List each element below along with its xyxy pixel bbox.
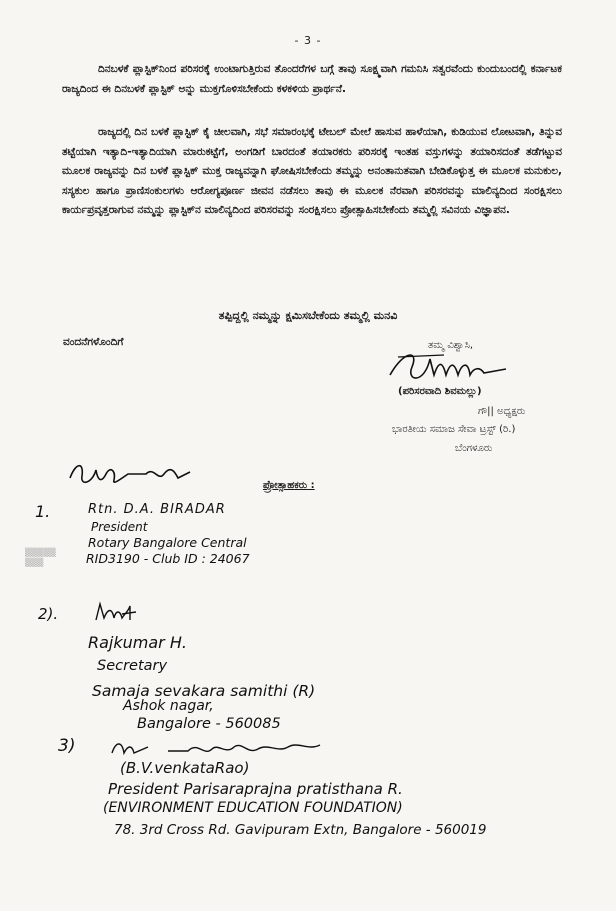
supporter-3-number: 3) xyxy=(58,736,76,756)
supporter-1-organization: Rotary Bangalore Central xyxy=(88,535,247,550)
supporter-3-address: 78. 3rd Cross Rd. Gavipuram Extn, Bangalore - 560019 xyxy=(114,822,487,838)
signatory-title: ಗೌ|| ಅಧ್ಯಕ್ಷರು xyxy=(478,406,526,417)
signatory-name: (ಪರಿಸರವಾದಿ ಶಿವಮಲ್ಲು) xyxy=(398,386,482,397)
yours-faithfully: ತಮ್ಮ ವಿಶ್ವಾಸಿ, xyxy=(428,340,474,351)
supporter-3-organization: (ENVIRONMENT EDUCATION FOUNDATION) xyxy=(103,800,403,816)
handwritten-signature-supporter xyxy=(66,456,196,494)
supporter-1-name: Rtn. D.A. BIRADAR xyxy=(88,502,226,517)
supporter-2-address-line-1: Ashok nagar, xyxy=(123,698,214,714)
supporter-3-name: (B.V.venkataRao) xyxy=(120,759,250,777)
page-number: - 3 - xyxy=(294,34,322,47)
supporter-2-number: 2). xyxy=(38,605,59,623)
supporter-2-address-line-2: Bangalore - 560085 xyxy=(137,716,281,732)
signatory-organization: ಭಾರತೀಯ ಸಮಾಜ ಸೇವಾ ಟ್ರಸ್ಟ್ (ರಿ.) xyxy=(392,424,516,435)
supporter-3-title: President Parisaraprajna pratisthana R. xyxy=(108,780,403,798)
handwritten-signature-supporter-2 xyxy=(92,600,152,628)
body-paragraph-1: ದಿನಬಳಕೆ ಪ್ಲಾಸ್ಟಿಕ್‌ನಿಂದ ಪರಿಸರಕ್ಕೆ ಉಂಟಾಗುತ್ತಿರುವ ತೊಂದರೆಗಳ ಬಗ್ಗೆ ತಾವು ಸೂಕ್ಷ್ಮವಾಗಿ ಗಮನಿಸಿ ಸತ್ವರವೆಂದು ಕುಂದುಬಂದಲ್ಲಿ ಕರ್ನಾಟಕ ರಾಜ್ಯದಿಂದ ಈ ದಿನಬಳಕೆ ಪ್ಲಾಸ್ಟಿಕ್ ಅನ್ನು ಮುಕ್ತಗೊಳಿಸಬೇಕೆಂದು ಕಳಕಳಿಯ ಪ್ರಾರ್ಥನೆ. xyxy=(62,63,562,95)
supporter-2-name: Rajkumar H. xyxy=(88,633,187,652)
apology-request-line: ತಪ್ಪಿದ್ದಲ್ಲಿ ನಮ್ಮನ್ನು ಕ್ಷಮಿಸಬೇಕೆಂದು ತಮ್ಮಲ್ಲಿ ಮನವಿ xyxy=(218,309,398,322)
supporter-1-number: 1. xyxy=(35,502,51,521)
supporters-heading: ಪ್ರೋತ್ಸಾಹಕರು : xyxy=(263,480,315,491)
supporter-1-title: President xyxy=(91,520,148,534)
faded-stamp-mark: ▒▒▒▒▒ ▒▒▒ xyxy=(25,548,56,567)
body-paragraph-2: ರಾಜ್ಯದಲ್ಲಿ ದಿನ ಬಳಕೆ ಪ್ಲಾಸ್ಟಿಕ್ ಕೈ ಚೀಲವಾಗಿ, ಸಭೆ ಸಮಾರಂಭಕ್ಕೆ ಟೇಬಲ್ ಮೇಲೆ ಹಾಸುವ ಹಾಳೆಯಾಗಿ, ಕುಡಿಯುವ ಲೋಟವಾಗಿ, ತಿನ್ನುವ ತಟ್ಟೆಯಾಗಿ ಇತ್ಯಾದಿ-ಇತ್ಯಾದಿಯಾಗಿ ಮಾರುಕಟ್ಟೆಗೆ, ಅಂಗಡಿಗೆ ಬಾರದಂತೆ ತಯಾರಕರು ಪರಿಸರಕ್ಕೆ ಇಂತಹ ವಸ್ತುಗಳನ್ನು ತಯಾರಿಸದಂತೆ ತಡೆಗಟ್ಟುವ ಮೂಲಕ ರಾಜ್ಯವನ್ನು ದಿನ ಬಳಕೆ ಪ್ಲಾಸ್ಟಿಕ್ ಮುಕ್ತ ರಾಜ್ಯವನ್ನಾಗಿ ಘೋಷಿಸಬೇಕೆಂದು ತಮ್ಮನ್ನು ಅನಂತಾನುತವಾಗಿ ಬೇಡಿಕೊಳ್ಳುತ್ತ ಈ ಮೂಲಕ ಮನುಕುಲ, ಸಸ್ಯಕುಲ ಹಾಗೂ ಪ್ರಾಣಿಸಂಕುಲಗಳು ಆರೋಗ್ಯಪೂರ್ಣ ಜೀವನ ನಡೆಸಲು ತಾವು ಈ ಮೂಲಕ ನೆರವಾಗಿ ಪರಿಸರವನ್ನು ಮಾಲಿನ್ಯದಿಂದ ಸಂರಕ್ಷಿಸಲು ಕಾರ್ಯಪ್ರವೃತ್ತರಾಗುವ ನಮ್ಮನ್ನು ಪ್ಲಾಸ್ಟಿಕ್‌ನ ಮಾಲಿನ್ಯದಿಂದ ಪರಿಸರವನ್ನು ಸಂರಕ್ಷಿಸಲು ಪ್ರೋತ್ಸಾಹಿಸಬೇಕೆಂದು ತಮ್ಮಲ್ಲಿ ಸವಿನಯ ವಿಜ್ಞಾಪನ. xyxy=(62,126,562,216)
signatory-city: ಬೆಂಗಳೂರು xyxy=(455,443,493,454)
supporter-2-organization: Samaja sevakara samithi (R) xyxy=(92,682,316,700)
supporter-1-club-id: RID3190 - Club ID : 24067 xyxy=(86,551,250,566)
supporter-2-title: Secretary xyxy=(97,658,168,674)
closing-regards: ವಂದನೆಗಳೊಂದಿಗೆ xyxy=(63,336,124,348)
